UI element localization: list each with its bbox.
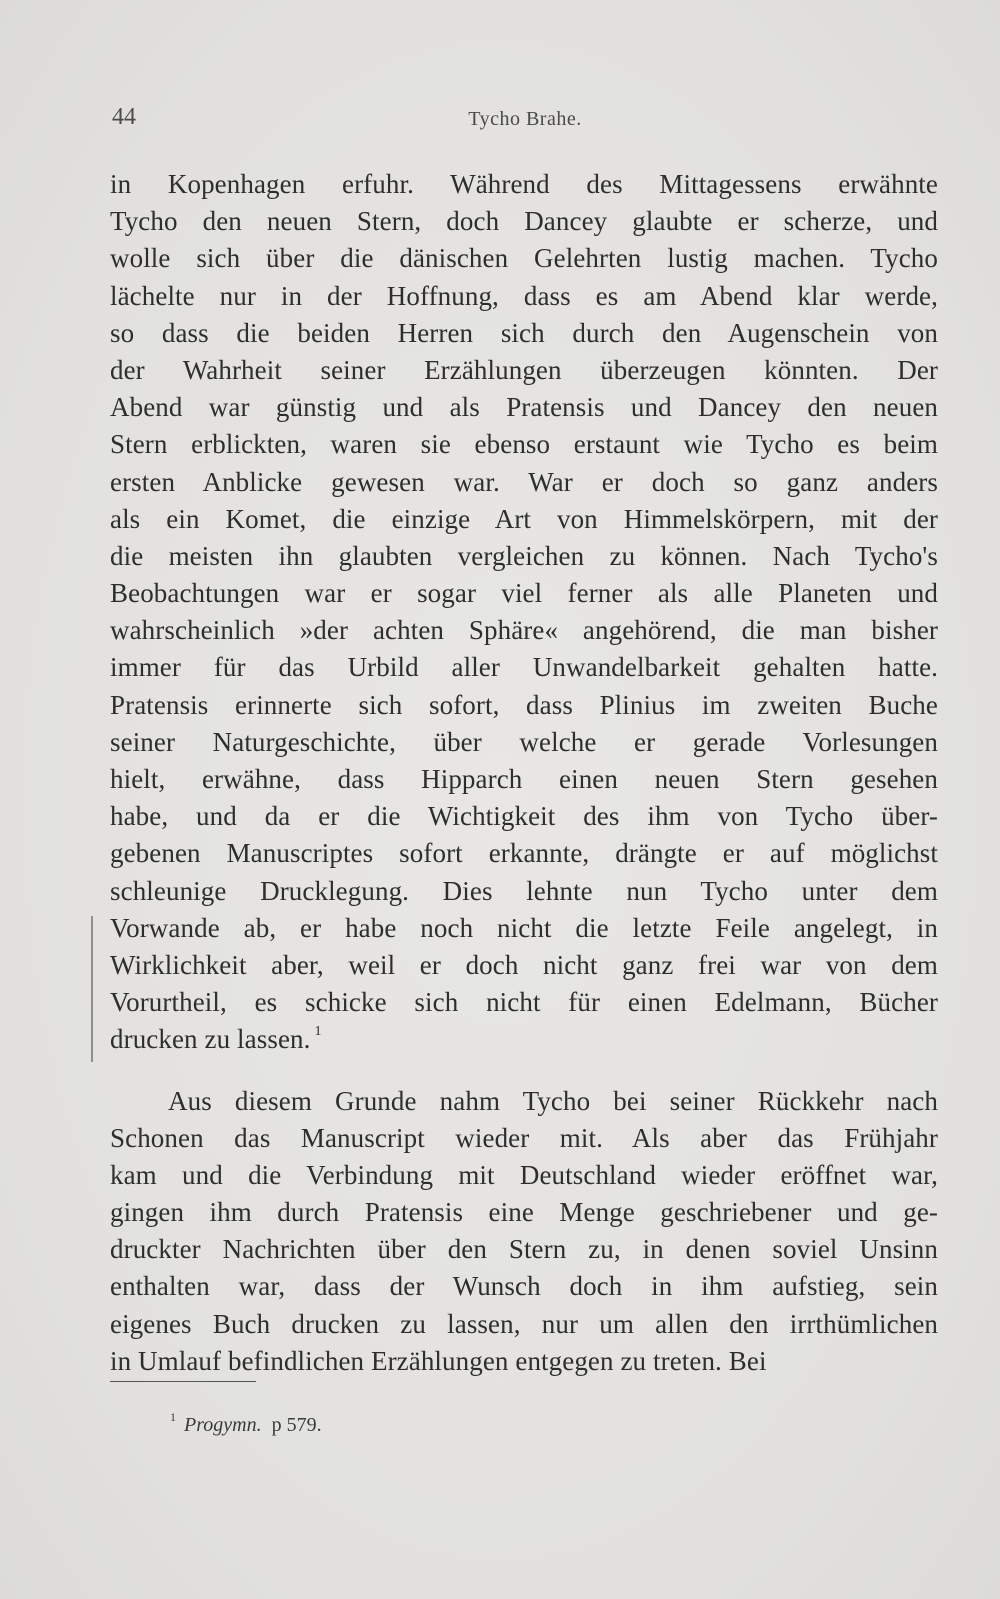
text-line [110, 649, 938, 686]
footnote-title: Progymn. [184, 1414, 262, 1436]
text-line [110, 203, 938, 240]
body-text [110, 166, 938, 1380]
text-line-content: enthalten war, dass der Wunsch doch in ihm aufstieg, sein [110, 1271, 938, 1302]
text-line [110, 538, 938, 575]
text-line-content: Pratensis erinnerte sich sofort, dass Plinius im zweiten Buche [110, 689, 938, 720]
text-line [110, 1194, 938, 1231]
paragraph [110, 1083, 938, 1381]
footnote-page-ref: p 579. [271, 1414, 322, 1436]
text-line-content: die meisten ihn glaubten vergleichen zu können. Nach Tycho's [110, 540, 938, 571]
text-line [110, 1268, 938, 1305]
text-line-content: immer für das Urbild aller Unwandelbarkeit gehalten hatte. [110, 652, 938, 683]
text-line [110, 1306, 938, 1343]
text-line [110, 464, 938, 501]
text-line-content: Aus diesem Grunde nahm Tycho bei seiner Rückkehr nach [168, 1085, 938, 1116]
text-line-content: drucken zu lassen. [110, 1024, 311, 1055]
text-line-content: Wirklichkeit aber, weil er doch nicht ganz frei war von dem [110, 949, 938, 980]
text-line-content: druckter Nachrichten über den Stern zu, in denen soviel Unsinn [110, 1234, 938, 1265]
text-line [110, 984, 938, 1021]
text-line [110, 612, 938, 649]
text-line-content: in Kopenhagen erfuhr. Während des Mittagessens erwähnte [110, 169, 938, 199]
text-line [110, 240, 938, 277]
page-header [112, 100, 938, 140]
text-line-content: so dass die beiden Herren sich durch den Augenschein von [110, 317, 938, 348]
text-line-content: hielt, erwähne, dass Hipparch einen neuen Stern gesehen [110, 764, 938, 794]
text-line [110, 501, 938, 538]
paragraph-gap [110, 1059, 938, 1083]
text-line [110, 687, 938, 724]
text-line-content: Vorwande ab, er habe noch nicht die letzte Feile angelegt, in [110, 912, 938, 943]
text-line [110, 426, 938, 463]
text-line [110, 910, 938, 947]
text-line-content: seiner Naturgeschichte, über welche er gerade Vorlesungen [110, 726, 938, 757]
text-line [110, 798, 938, 835]
text-line [110, 1157, 938, 1194]
footnote-mark: 1 [170, 1410, 176, 1424]
page-number: 44 [112, 104, 136, 130]
text-line [110, 873, 938, 910]
text-line [110, 835, 938, 872]
text-line [110, 166, 938, 203]
text-line-content: Tycho den neuen Stern, doch Dancey glaubte er scherze, und [110, 206, 938, 237]
text-line [110, 947, 938, 984]
text-line [110, 1021, 938, 1058]
text-line-content: Schonen das Manuscript wieder mit. Als aber das Frühjahr [110, 1122, 938, 1153]
paragraph [110, 166, 938, 1059]
text-line-content: wolle sich über die dänischen Gelehrten lustig machen. Tycho [110, 243, 938, 274]
text-line-content: ersten Anblicke gewesen war. War er doch so ganz anders [110, 466, 938, 497]
text-line [110, 724, 938, 761]
text-line-content: lächelte nur in der Hoffnung, dass es am Abend klar werde, [110, 280, 938, 311]
text-line-content: gebenen Manuscriptes sofort erkannte, drängte er auf möglichst [110, 838, 938, 869]
text-line-content: Vorurtheil, es schicke sich nicht für einen Edelmann, Bücher [110, 987, 938, 1018]
text-line [110, 315, 938, 352]
text-line [110, 575, 938, 612]
text-line-content: Beobachtungen war er sogar viel ferner als alle Planeten und [110, 578, 938, 609]
text-line-content: in Umlauf befindlichen Erzählungen entgegen zu treten. Bei [110, 1345, 767, 1376]
text-line [110, 278, 938, 315]
running-title: Tycho Brahe. [468, 108, 582, 130]
text-line-content: als ein Komet, die einzige Art von Himmelskörpern, mit der [110, 503, 938, 534]
text-line-content: schleunige Drucklegung. Dies lehnte nun Tycho unter dem [110, 875, 938, 906]
footnote-rule [110, 1381, 256, 1382]
footnote [170, 1410, 322, 1437]
text-line [110, 1343, 938, 1380]
text-line [110, 761, 938, 798]
text-line-content: eigenes Buch drucken zu lassen, nur um allen den irrthümlichen [110, 1308, 938, 1339]
text-line-content: wahrscheinlich »der achten Sphäre« angehörend, die man bisher [110, 615, 938, 646]
text-line-content: habe, und da er die Wichtigkeit des ihm von Tycho über- [110, 801, 938, 832]
text-line-content: kam und die Verbindung mit Deutschland wieder eröffnet war, [110, 1159, 938, 1190]
text-line [110, 389, 938, 426]
text-line [110, 1083, 938, 1120]
text-line [110, 352, 938, 389]
text-line [110, 1120, 938, 1157]
text-line-content: der Wahrheit seiner Erzählungen überzeugen könnten. Der [110, 354, 938, 385]
text-line-content: Abend war günstig und als Pratensis und Dancey den neuen [110, 392, 938, 423]
text-line [110, 1231, 938, 1268]
margin-pencil-mark [91, 916, 93, 1062]
text-line-content: Stern erblickten, waren sie ebenso erstaunt wie Tycho es beim [110, 429, 938, 460]
footnote-reference[interactable]: 1 [314, 1024, 322, 1040]
text-line-content: gingen ihm durch Pratensis eine Menge geschriebener und ge- [110, 1197, 938, 1228]
